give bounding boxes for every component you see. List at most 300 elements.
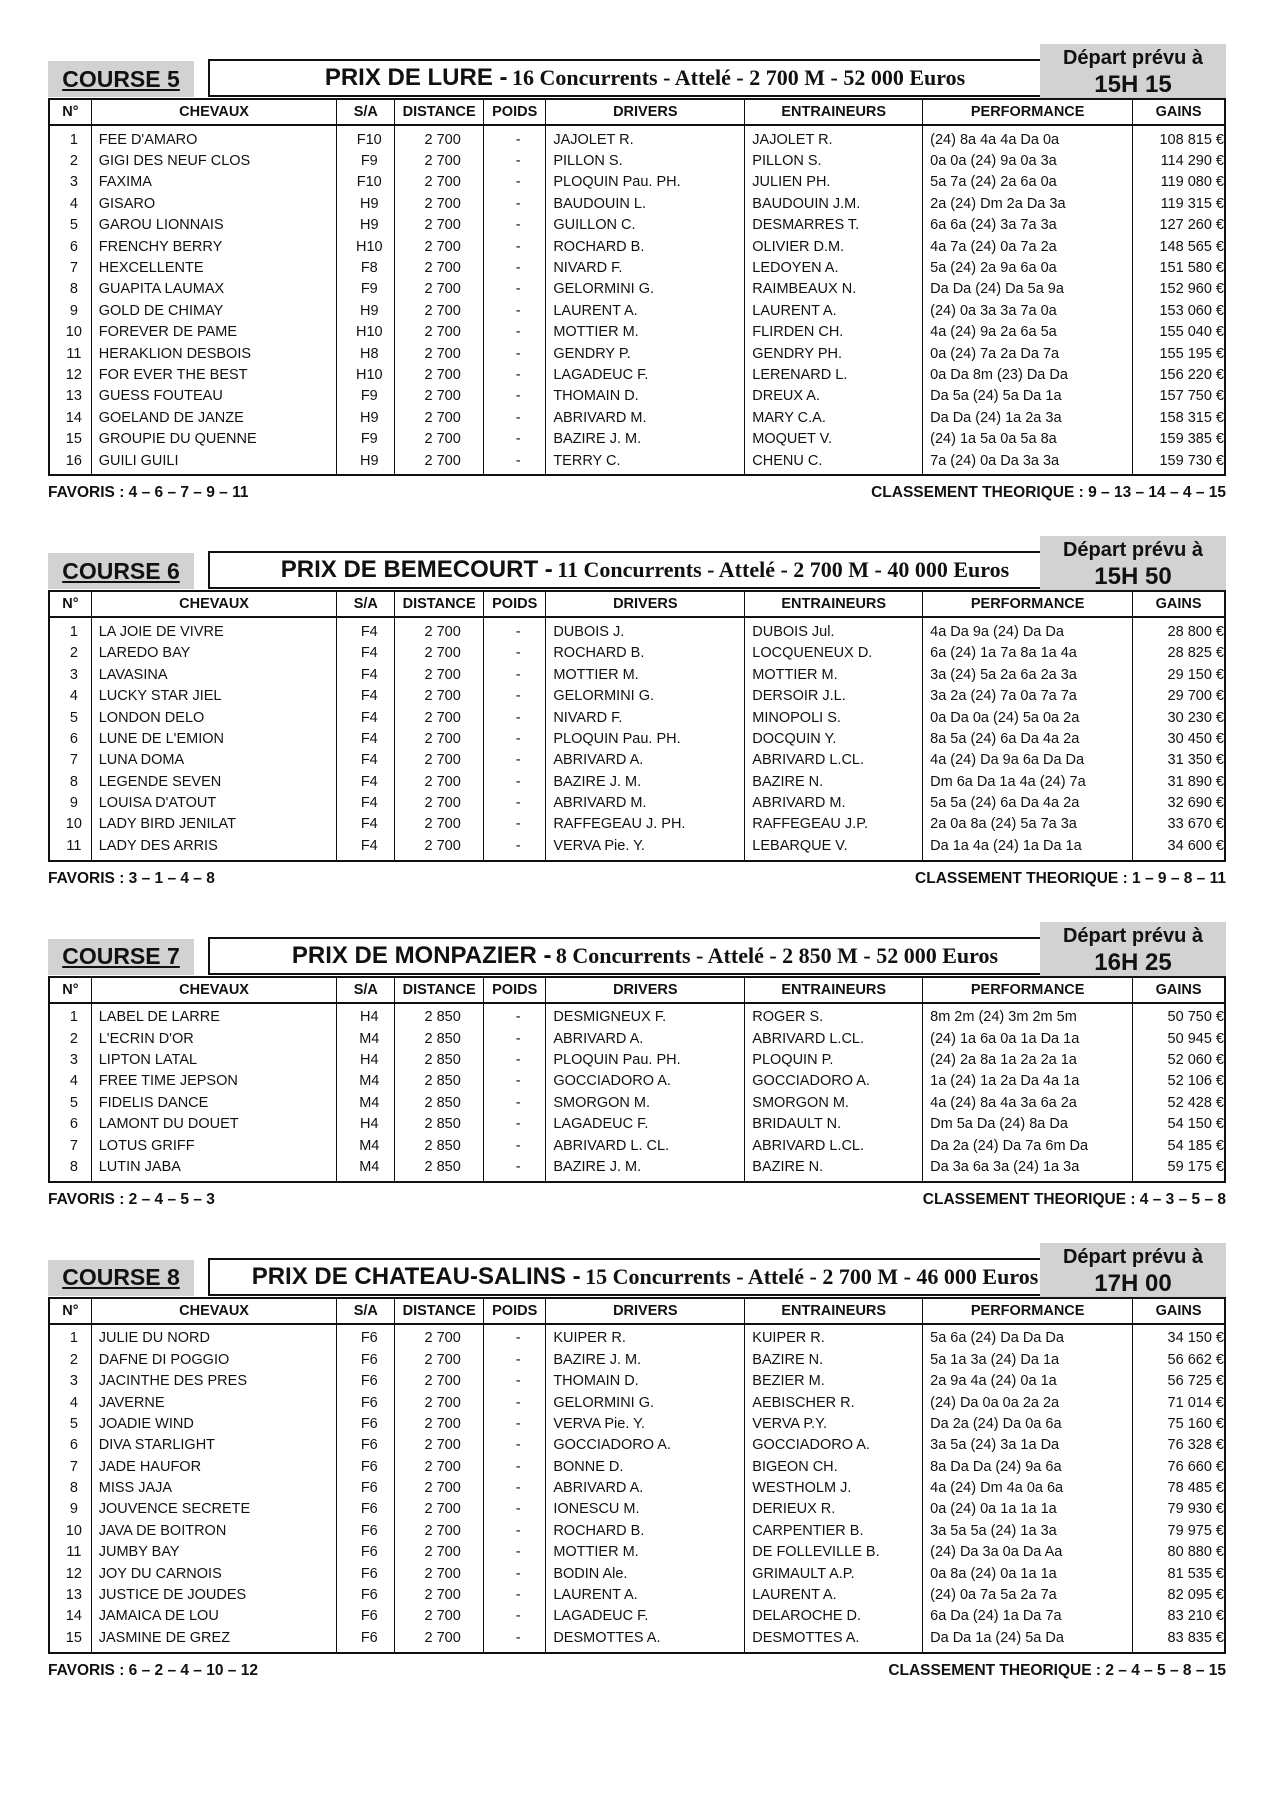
- winnings-cell: 75 160 €: [1167, 1415, 1224, 1432]
- distance-cell: 2 850: [395, 1114, 484, 1135]
- performance-cell: Da Da 1a (24) 5a Da: [923, 1627, 1133, 1652]
- driver-cell: MOTTIER M.: [546, 664, 745, 685]
- runners-table: [48, 98, 1226, 476]
- prize-title: [208, 551, 1082, 589]
- trainer-cell: PILLON S.: [745, 150, 923, 171]
- horse-name-cell: FEE D'AMARO: [91, 125, 337, 150]
- sex-age-cell: F4: [337, 792, 395, 813]
- runner-number-cell: 8: [49, 1477, 91, 1498]
- table-row: [49, 343, 1225, 364]
- performance-cell: (24) 1a 6a 0a 1a Da 1a: [923, 1028, 1133, 1049]
- performance-cell: 5a 6a (24) Da Da Da: [923, 1324, 1133, 1349]
- prize-name: PRIX DE BEMECOURT -: [280, 556, 553, 584]
- driver-cell: MOTTIER M.: [546, 1542, 745, 1563]
- weight-cell: -: [484, 728, 546, 749]
- driver-cell: MOTTIER M.: [546, 322, 745, 343]
- distance-cell: 2 700: [395, 300, 484, 321]
- performance-cell: 4a (24) Dm 4a 0a 6a: [923, 1477, 1133, 1498]
- table-row: [49, 1584, 1225, 1605]
- trainer-cell: JAJOLET R.: [745, 125, 923, 150]
- table-row: [49, 685, 1225, 706]
- performance-cell: 5a 5a (24) 6a Da 4a 2a: [923, 792, 1133, 813]
- driver-cell: TERRY C.: [546, 450, 745, 475]
- winnings-cell: 30 450 €: [1167, 730, 1224, 747]
- distance-cell: 2 700: [395, 1606, 484, 1627]
- table-row: [49, 1435, 1225, 1456]
- horse-name-cell: GUILI GUILI: [91, 450, 337, 475]
- runner-number-cell: 4: [49, 685, 91, 706]
- sex-age-cell: H9: [337, 215, 395, 236]
- winnings-cell: 78 485 €: [1167, 1480, 1224, 1497]
- weight-cell: -: [484, 257, 546, 278]
- trainer-cell: ROGER S.: [745, 1003, 923, 1028]
- runner-number-cell: 1: [49, 1003, 91, 1028]
- weight-cell: -: [484, 664, 546, 685]
- performance-cell: 8a Da Da (24) 9a 6a: [923, 1456, 1133, 1477]
- winnings-cell: 50 945 €: [1167, 1030, 1224, 1047]
- prize-title: [208, 1258, 1082, 1296]
- winnings-cell: 28 825 €: [1167, 645, 1224, 662]
- weight-cell: -: [484, 814, 546, 835]
- departure-time-box: [1040, 536, 1226, 590]
- table-row: [49, 750, 1225, 771]
- column-header-runner-number: N°: [49, 1298, 91, 1324]
- favorites: FAVORIS : 3 – 1 – 4 – 8: [48, 869, 215, 887]
- runner-number-cell: 14: [49, 407, 91, 428]
- winnings-cell: 30 230 €: [1167, 709, 1224, 726]
- driver-cell: BODIN Ale.: [546, 1563, 745, 1584]
- favorites: FAVORIS : 2 – 4 – 5 – 3: [48, 1190, 215, 1208]
- horse-name-cell: JOADIE WIND: [91, 1413, 337, 1434]
- runners-table: [48, 1297, 1226, 1654]
- trainer-cell: VERVA P.Y.: [745, 1413, 923, 1434]
- trainer-cell: ABRIVARD L.CL.: [745, 750, 923, 771]
- table-row: [49, 1477, 1225, 1498]
- table-row: [49, 1049, 1225, 1070]
- runner-number-cell: 3: [49, 172, 91, 193]
- weight-cell: -: [484, 1114, 546, 1135]
- horse-name-cell: JAVERNE: [91, 1392, 337, 1413]
- departure-time: 16H 25: [1094, 948, 1172, 976]
- table-row: [49, 1413, 1225, 1434]
- performance-cell: 5a 7a (24) 2a 6a 0a: [923, 172, 1133, 193]
- sex-age-cell: F6: [337, 1413, 395, 1434]
- sex-age-cell: F10: [337, 125, 395, 150]
- sex-age-cell: F4: [337, 664, 395, 685]
- trainer-cell: FLIRDEN CH.: [745, 322, 923, 343]
- winnings-cell: 56 725 €: [1167, 1373, 1224, 1390]
- weight-cell: -: [484, 1135, 546, 1156]
- runners-table: [48, 590, 1226, 861]
- weight-cell: -: [484, 1349, 546, 1370]
- trainer-cell: GRIMAULT A.P.: [745, 1563, 923, 1584]
- column-header-performance: PERFORMANCE: [923, 977, 1133, 1003]
- sex-age-cell: F8: [337, 257, 395, 278]
- winnings-cell: 31 890 €: [1167, 773, 1224, 790]
- horse-name-cell: LUTIN JABA: [91, 1156, 337, 1181]
- race-header: [48, 1243, 1226, 1297]
- driver-cell: BAZIRE J. M.: [546, 771, 745, 792]
- distance-cell: 2 700: [395, 1520, 484, 1541]
- distance-cell: 2 700: [395, 771, 484, 792]
- driver-cell: BAUDOUIN L.: [546, 193, 745, 214]
- performance-cell: 6a 6a (24) 3a 7a 3a: [923, 215, 1133, 236]
- winnings-cell: 159 730 €: [1159, 452, 1224, 469]
- winnings-cell: 157 750 €: [1159, 388, 1224, 405]
- winnings-cell: 119 080 €: [1160, 174, 1224, 191]
- winnings-cell: 119 315 €: [1160, 195, 1224, 212]
- table-row: [49, 1520, 1225, 1541]
- weight-cell: -: [484, 1003, 546, 1028]
- sex-age-cell: F6: [337, 1584, 395, 1605]
- distance-cell: 2 700: [395, 685, 484, 706]
- winnings-cell: 114 290 €: [1160, 153, 1224, 170]
- trainer-cell: GOCCIADORO A.: [745, 1071, 923, 1092]
- column-header-horse-name: CHEVAUX: [91, 977, 337, 1003]
- weight-cell: -: [484, 1520, 546, 1541]
- trainer-cell: DUBOIS Jul.: [745, 617, 923, 642]
- distance-cell: 2 700: [395, 125, 484, 150]
- theoretical-ranking: CLASSEMENT THEORIQUE : 4 – 3 – 5 – 8: [922, 1190, 1226, 1208]
- runner-number-cell: 7: [49, 1135, 91, 1156]
- runner-number-cell: 6: [49, 1435, 91, 1456]
- runner-number-cell: 2: [49, 643, 91, 664]
- runner-number-cell: 1: [49, 617, 91, 642]
- winnings-cell: 50 750 €: [1167, 1009, 1224, 1026]
- sex-age-cell: F6: [337, 1542, 395, 1563]
- horse-name-cell: JOUVENCE SECRETE: [91, 1499, 337, 1520]
- trainer-cell: AEBISCHER R.: [745, 1392, 923, 1413]
- horse-name-cell: LUCKY STAR JIEL: [91, 685, 337, 706]
- performance-cell: 0a 0a (24) 9a 0a 3a: [923, 150, 1133, 171]
- sex-age-cell: F10: [337, 172, 395, 193]
- trainer-cell: OLIVIER D.M.: [745, 236, 923, 257]
- winnings-cell: 155 040 €: [1159, 324, 1224, 341]
- table-row: [49, 792, 1225, 813]
- weight-cell: -: [484, 125, 546, 150]
- driver-cell: THOMAIN D.: [546, 1370, 745, 1391]
- trainer-cell: BAZIRE N.: [745, 771, 923, 792]
- performance-cell: 4a (24) 9a 2a 6a 5a: [923, 322, 1133, 343]
- weight-cell: -: [484, 1049, 546, 1070]
- sex-age-cell: F4: [337, 685, 395, 706]
- runner-number-cell: 10: [49, 322, 91, 343]
- trainer-cell: JULIEN PH.: [745, 172, 923, 193]
- trainer-cell: BAZIRE N.: [745, 1349, 923, 1370]
- distance-cell: 2 700: [395, 835, 484, 860]
- weight-cell: -: [484, 1392, 546, 1413]
- distance-cell: 2 850: [395, 1071, 484, 1092]
- table-row: [49, 707, 1225, 728]
- trainer-cell: ABRIVARD L.CL.: [745, 1028, 923, 1049]
- winnings-cell: 52 060 €: [1167, 1052, 1224, 1069]
- winnings-cell: 79 975 €: [1167, 1522, 1224, 1539]
- departure-label: Départ prévu à: [1062, 539, 1204, 562]
- distance-cell: 2 700: [395, 428, 484, 449]
- distance-cell: 2 700: [395, 1456, 484, 1477]
- distance-cell: 2 700: [395, 1499, 484, 1520]
- prize-name: PRIX DE MONPAZIER -: [291, 941, 552, 969]
- weight-cell: -: [484, 1584, 546, 1605]
- race-section: [48, 44, 1226, 502]
- performance-cell: 2a (24) Dm 2a Da 3a: [923, 193, 1133, 214]
- distance-cell: 2 700: [395, 257, 484, 278]
- race-footer: [48, 1654, 1226, 1680]
- distance-cell: 2 850: [395, 1028, 484, 1049]
- trainer-cell: BAZIRE N.: [745, 1156, 923, 1181]
- winnings-cell: 155 195 €: [1159, 345, 1224, 362]
- sex-age-cell: F6: [337, 1435, 395, 1456]
- horse-name-cell: DIVA STARLIGHT: [91, 1435, 337, 1456]
- trainer-cell: LEBARQUE V.: [745, 835, 923, 860]
- trainer-cell: CARPENTIER B.: [745, 1520, 923, 1541]
- winnings-cell: 151 580 €: [1159, 260, 1224, 277]
- driver-cell: ROCHARD B.: [546, 643, 745, 664]
- runner-number-cell: 5: [49, 215, 91, 236]
- weight-cell: -: [484, 407, 546, 428]
- distance-cell: 2 700: [395, 1563, 484, 1584]
- table-header-row: [49, 1298, 1225, 1324]
- trainer-cell: BEZIER M.: [745, 1370, 923, 1391]
- column-header-winnings: GAINS: [1133, 1298, 1225, 1324]
- table-row: [49, 1349, 1225, 1370]
- winnings-cell: 148 565 €: [1159, 238, 1224, 255]
- trainer-cell: WESTHOLM J.: [745, 1477, 923, 1498]
- sex-age-cell: H4: [337, 1114, 395, 1135]
- horse-name-cell: LONDON DELO: [91, 707, 337, 728]
- sex-age-cell: M4: [337, 1135, 395, 1156]
- runner-number-cell: 9: [49, 300, 91, 321]
- table-row: [49, 125, 1225, 150]
- driver-cell: BAZIRE J. M.: [546, 428, 745, 449]
- column-header-horse-name: CHEVAUX: [91, 99, 337, 125]
- runner-number-cell: 2: [49, 1349, 91, 1370]
- favorites: FAVORIS : 6 – 2 – 4 – 10 – 12: [48, 1661, 258, 1679]
- prize-details: 8 Concurrents - Attelé - 2 850 M - 52 000 Euros: [555, 942, 999, 968]
- winnings-cell: 32 690 €: [1167, 795, 1224, 812]
- runner-number-cell: 11: [49, 1542, 91, 1563]
- horse-name-cell: L'ECRIN D'OR: [91, 1028, 337, 1049]
- column-header-sex-age: S/A: [337, 99, 395, 125]
- weight-cell: -: [484, 150, 546, 171]
- winnings-cell: 54 150 €: [1167, 1116, 1224, 1133]
- winnings-cell: 83 210 €: [1167, 1608, 1224, 1625]
- runner-number-cell: 5: [49, 1413, 91, 1434]
- horse-name-cell: LOTUS GRIFF: [91, 1135, 337, 1156]
- performance-cell: 7a (24) 0a Da 3a 3a: [923, 450, 1133, 475]
- performance-cell: (24) Da 3a 0a Da Aa: [923, 1542, 1133, 1563]
- table-row: [49, 215, 1225, 236]
- winnings-cell: 152 960 €: [1159, 281, 1224, 298]
- weight-cell: -: [484, 1435, 546, 1456]
- sex-age-cell: F4: [337, 835, 395, 860]
- driver-cell: BAZIRE J. M.: [546, 1349, 745, 1370]
- table-row: [49, 1456, 1225, 1477]
- horse-name-cell: HERAKLION DESBOIS: [91, 343, 337, 364]
- column-header-trainer: ENTRAINEURS: [745, 591, 923, 617]
- weight-cell: -: [484, 1563, 546, 1584]
- weight-cell: -: [484, 300, 546, 321]
- horse-name-cell: LABEL DE LARRE: [91, 1003, 337, 1028]
- driver-cell: PLOQUIN Pau. PH.: [546, 728, 745, 749]
- runner-number-cell: 9: [49, 792, 91, 813]
- horse-name-cell: LA JOIE DE VIVRE: [91, 617, 337, 642]
- driver-cell: BONNE D.: [546, 1456, 745, 1477]
- winnings-cell: 81 535 €: [1167, 1565, 1224, 1582]
- column-header-driver: DRIVERS: [546, 1298, 745, 1324]
- performance-cell: 3a 2a (24) 7a 0a 7a 7a: [923, 685, 1133, 706]
- table-row: [49, 1156, 1225, 1181]
- performance-cell: 3a 5a (24) 3a 1a Da: [923, 1435, 1133, 1456]
- weight-cell: -: [484, 685, 546, 706]
- runner-number-cell: 2: [49, 150, 91, 171]
- prize-details: 11 Concurrents - Attelé - 2 700 M - 40 000 Euros: [557, 557, 1010, 583]
- driver-cell: GELORMINI G.: [546, 1392, 745, 1413]
- column-header-weight: POIDS: [484, 977, 546, 1003]
- driver-cell: ABRIVARD L. CL.: [546, 1135, 745, 1156]
- performance-cell: Da 5a (24) 5a Da 1a: [923, 386, 1133, 407]
- winnings-cell: 153 060 €: [1159, 302, 1224, 319]
- winnings-cell: 29 150 €: [1167, 666, 1224, 683]
- distance-cell: 2 700: [395, 1370, 484, 1391]
- winnings-cell: 79 930 €: [1167, 1501, 1224, 1518]
- table-row: [49, 1392, 1225, 1413]
- theoretical-ranking: CLASSEMENT THEORIQUE : 9 – 13 – 14 – 4 – 15: [871, 484, 1226, 502]
- table-header-row: [49, 591, 1225, 617]
- course-label: COURSE 8: [48, 1260, 194, 1296]
- column-header-trainer: ENTRAINEURS: [745, 977, 923, 1003]
- driver-cell: ABRIVARD A.: [546, 750, 745, 771]
- runner-number-cell: 2: [49, 1028, 91, 1049]
- horse-name-cell: DAFNE DI POGGIO: [91, 1349, 337, 1370]
- performance-cell: (24) Da 0a 0a 2a 2a: [923, 1392, 1133, 1413]
- sex-age-cell: H10: [337, 236, 395, 257]
- column-header-weight: POIDS: [484, 591, 546, 617]
- race-header: [48, 44, 1226, 98]
- weight-cell: -: [484, 1456, 546, 1477]
- trainer-cell: PLOQUIN P.: [745, 1049, 923, 1070]
- distance-cell: 2 700: [395, 1477, 484, 1498]
- distance-cell: 2 700: [395, 364, 484, 385]
- column-header-sex-age: S/A: [337, 1298, 395, 1324]
- race-footer: [48, 476, 1226, 502]
- trainer-cell: MINOPOLI S.: [745, 707, 923, 728]
- runner-number-cell: 13: [49, 1584, 91, 1605]
- weight-cell: -: [484, 322, 546, 343]
- trainer-cell: LAURENT A.: [745, 300, 923, 321]
- horse-name-cell: FAXIMA: [91, 172, 337, 193]
- weight-cell: -: [484, 1542, 546, 1563]
- performance-cell: (24) 2a 8a 1a 2a 2a 1a: [923, 1049, 1133, 1070]
- table-row: [49, 450, 1225, 475]
- table-header-row: [49, 977, 1225, 1003]
- performance-cell: 4a 7a (24) 0a 7a 2a: [923, 236, 1133, 257]
- table-row: [49, 193, 1225, 214]
- race-section: [48, 536, 1226, 887]
- trainer-cell: DELAROCHE D.: [745, 1606, 923, 1627]
- trainer-cell: SMORGON M.: [745, 1092, 923, 1113]
- table-row: [49, 1071, 1225, 1092]
- sex-age-cell: F6: [337, 1370, 395, 1391]
- distance-cell: 2 700: [395, 1349, 484, 1370]
- table-row: [49, 728, 1225, 749]
- weight-cell: -: [484, 707, 546, 728]
- horse-name-cell: FOR EVER THE BEST: [91, 364, 337, 385]
- performance-cell: Da 3a 6a 3a (24) 1a 3a: [923, 1156, 1133, 1181]
- horse-name-cell: GISARO: [91, 193, 337, 214]
- trainer-cell: CHENU C.: [745, 450, 923, 475]
- column-header-winnings: GAINS: [1133, 591, 1225, 617]
- driver-cell: VERVA Pie. Y.: [546, 1413, 745, 1434]
- winnings-cell: 76 660 €: [1167, 1458, 1224, 1475]
- sex-age-cell: F6: [337, 1324, 395, 1349]
- runner-number-cell: 1: [49, 1324, 91, 1349]
- favorites: FAVORIS : 4 – 6 – 7 – 9 – 11: [48, 484, 249, 502]
- weight-cell: -: [484, 343, 546, 364]
- weight-cell: -: [484, 236, 546, 257]
- driver-cell: LAGADEUC F.: [546, 1114, 745, 1135]
- winnings-cell: 71 014 €: [1167, 1394, 1224, 1411]
- runner-number-cell: 7: [49, 257, 91, 278]
- horse-name-cell: GIGI DES NEUF CLOS: [91, 150, 337, 171]
- driver-cell: DESMOTTES A.: [546, 1627, 745, 1652]
- theoretical-ranking: CLASSEMENT THEORIQUE : 1 – 9 – 8 – 11: [915, 869, 1226, 887]
- table-row: [49, 1092, 1225, 1113]
- table-row: [49, 364, 1225, 385]
- sex-age-cell: H9: [337, 407, 395, 428]
- winnings-cell: 56 662 €: [1167, 1351, 1224, 1368]
- winnings-cell: 76 328 €: [1167, 1437, 1224, 1454]
- driver-cell: GELORMINI G.: [546, 279, 745, 300]
- performance-cell: 6a Da (24) 1a Da 7a: [923, 1606, 1133, 1627]
- weight-cell: -: [484, 643, 546, 664]
- sex-age-cell: F9: [337, 150, 395, 171]
- weight-cell: -: [484, 279, 546, 300]
- weight-cell: -: [484, 1092, 546, 1113]
- driver-cell: ROCHARD B.: [546, 1520, 745, 1541]
- weight-cell: -: [484, 1477, 546, 1498]
- table-row: [49, 236, 1225, 257]
- column-header-distance: DISTANCE: [395, 99, 484, 125]
- trainer-cell: DE FOLLEVILLE B.: [745, 1542, 923, 1563]
- table-row: [49, 835, 1225, 860]
- distance-cell: 2 700: [395, 1435, 484, 1456]
- runner-number-cell: 11: [49, 835, 91, 860]
- trainer-cell: DREUX A.: [745, 386, 923, 407]
- sex-age-cell: F6: [337, 1606, 395, 1627]
- sex-age-cell: M4: [337, 1071, 395, 1092]
- driver-cell: ABRIVARD A.: [546, 1477, 745, 1498]
- distance-cell: 2 700: [395, 236, 484, 257]
- winnings-cell: 82 095 €: [1167, 1587, 1224, 1604]
- winnings-cell: 80 880 €: [1167, 1544, 1224, 1561]
- sex-age-cell: F6: [337, 1392, 395, 1413]
- trainer-cell: MOQUET V.: [745, 428, 923, 449]
- runner-number-cell: 5: [49, 1092, 91, 1113]
- column-header-weight: POIDS: [484, 99, 546, 125]
- prize-title: [208, 59, 1082, 97]
- distance-cell: 2 850: [395, 1092, 484, 1113]
- departure-time: 17H 00: [1094, 1269, 1172, 1297]
- sex-age-cell: F6: [337, 1520, 395, 1541]
- sex-age-cell: F6: [337, 1456, 395, 1477]
- performance-cell: Da 1a 4a (24) 1a Da 1a: [923, 835, 1133, 860]
- runner-number-cell: 15: [49, 1627, 91, 1652]
- runner-number-cell: 12: [49, 364, 91, 385]
- horse-name-cell: LEGENDE SEVEN: [91, 771, 337, 792]
- sex-age-cell: F9: [337, 428, 395, 449]
- performance-cell: 0a Da 0a (24) 5a 0a 2a: [923, 707, 1133, 728]
